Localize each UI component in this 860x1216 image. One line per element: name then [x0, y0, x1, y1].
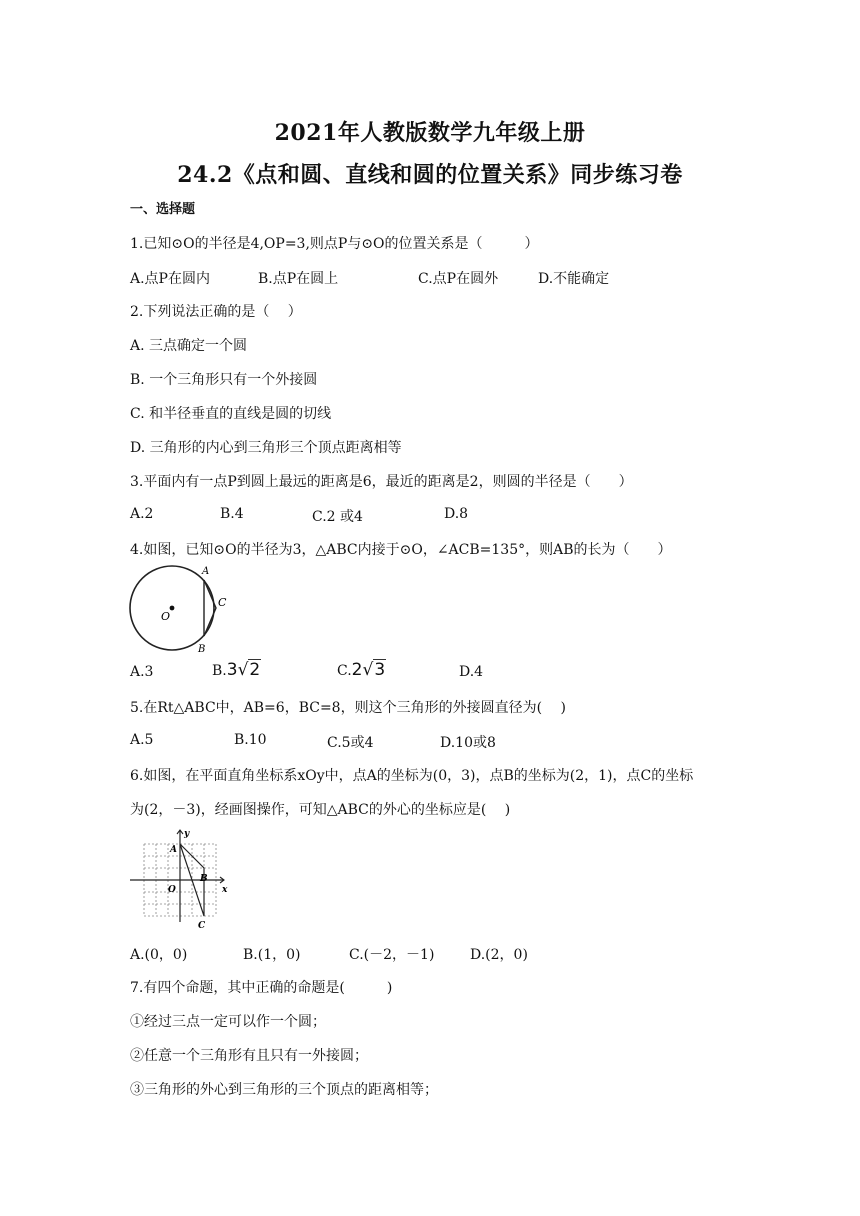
document-subtitle: 24.2《点和圆、直线和圆的位置关系》同步练习卷 [177, 162, 683, 188]
q6-option-b: B.(1，0) [243, 947, 301, 963]
q6-option-a: A.(0，0) [130, 947, 188, 963]
q7-proposition-3: ③三角形的外心到三角形的三个顶点的距离相等； [130, 1082, 438, 1098]
q5-option-c: C.5或4 [327, 735, 374, 751]
question-2-text: 2.下列说法正确的是（ ） [130, 304, 302, 320]
q7-proposition-1: ①经过三点一定可以作一个圆； [130, 1014, 326, 1030]
q6-label-b: B [200, 874, 208, 884]
q5-option-a: A.5 [130, 732, 154, 748]
q6-label-o: O [168, 885, 176, 895]
question-6-text-line2: 为(2，－3)，经画图操作，可知△ABC的外心的坐标应是( ) [130, 802, 511, 818]
q6-label-a: A [170, 845, 177, 855]
q3-option-d: D.8 [444, 506, 469, 522]
q4-option-c: C.2√3 [337, 660, 386, 680]
q6-option-d: D.(2，0) [470, 947, 528, 963]
q3-option-a: A.2 [130, 506, 154, 522]
q7-proposition-2: ②任意一个三角形有且只有一外接圆； [130, 1048, 368, 1064]
q6-coordinate-figure [126, 826, 234, 932]
q1-option-c: C.点P在圆外 [418, 271, 499, 287]
q1-option-b: B.点P在圆上 [258, 271, 339, 287]
q4-option-b: B.3√2 [212, 660, 261, 680]
q2-option-c: C. 和半径垂直的直线是圆的切线 [130, 406, 332, 422]
q5-option-b: B.10 [234, 732, 267, 748]
q6-label-c: C [198, 921, 206, 931]
section-heading: 一、选择题 [130, 202, 196, 217]
q6-label-x: x [222, 885, 228, 895]
q4-label-o: O [161, 610, 171, 623]
q4-option-a: A.3 [130, 664, 154, 680]
q4-label-c: C [218, 596, 227, 609]
q6-label-y: y [184, 829, 190, 839]
q1-option-d: D.不能确定 [538, 271, 610, 287]
q1-option-a: A.点P在圆内 [130, 271, 210, 287]
q4-label-a: A [202, 566, 210, 577]
question-4-text: 4.如图，已知⊙O的半径为3，△ABC内接于⊙O，∠ACB=135°，则AB的长为（ ） [130, 542, 672, 558]
question-7-text: 7.有四个命题，其中正确的命题是( ) [130, 980, 393, 996]
q4-label-b: B [198, 644, 206, 655]
question-3-text: 3.平面内有一点P到圆上最远的距离是6，最近的距离是2，则圆的半径是（ ） [130, 474, 633, 490]
question-1-text: 1.已知⊙O的半径是4,OP=3,则点P与⊙O的位置关系是（ ） [130, 236, 539, 252]
q4-circle-figure [124, 562, 234, 658]
question-6-text-line1: 6.如图，在平面直角坐标系xOy中，点A的坐标为(0，3)，点B的坐标为(2，1)，点C的坐标 [130, 768, 694, 784]
document-title: 2021年人教版数学九年级上册 [274, 120, 586, 146]
question-5-text: 5.在Rt△ABC中，AB=6，BC=8，则这个三角形的外接圆直径为( ) [130, 700, 566, 716]
q3-option-b: B.4 [220, 506, 244, 522]
q5-option-d: D.10或8 [440, 735, 496, 751]
q3-option-c: C.2 或4 [312, 509, 363, 525]
q2-option-b: B. 一个三角形只有一个外接圆 [130, 372, 318, 388]
q2-option-d: D. 三角形的内心到三角形三个顶点距离相等 [130, 440, 402, 456]
q4-option-d: D.4 [459, 664, 484, 680]
q6-option-c: C.(－2，－1) [349, 947, 435, 963]
q2-option-a: A. 三点确定一个圆 [130, 338, 248, 354]
